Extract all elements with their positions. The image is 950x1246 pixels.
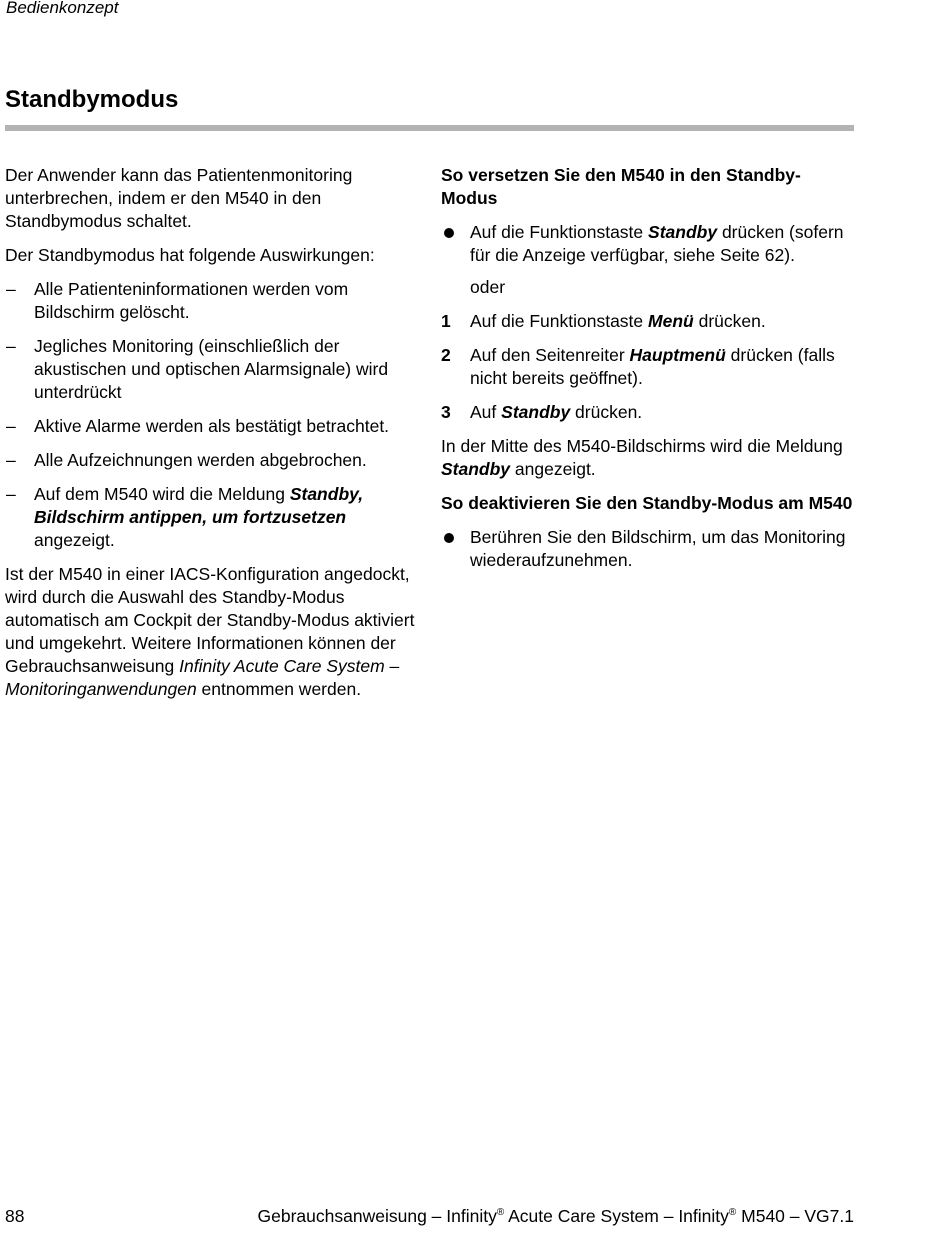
procedure-heading-standby: So versetzen Sie den M540 in den Standby-Modus bbox=[441, 165, 801, 208]
effect-text: Jegliches Monitoring (einschließlich der akustischen und optischen Alarmsignale) wird unterdrückt bbox=[34, 336, 389, 402]
effect-item bbox=[5, 415, 415, 438]
page-title: Standbymodus bbox=[5, 86, 179, 113]
iacs-text-pre: Ist der M540 in einer IACS-Konfiguration angedockt, wird durch die Auswahl des Standby-Modus automatisch am Cockpit der Standby-Modus aktiviert und umgekehrt. Weitere Informationen können der Gebrauchsanweisung bbox=[5, 564, 415, 676]
page-number: 88 bbox=[5, 1206, 25, 1226]
step-key-label: Menü bbox=[648, 311, 694, 331]
step-text-pre: Auf den Seitenreiter bbox=[470, 345, 630, 365]
bullet-text-pre: Auf die Funktionstaste bbox=[470, 222, 649, 242]
dash-marker: – bbox=[6, 336, 16, 356]
step-item bbox=[441, 344, 856, 390]
footer-text-2: Acute Care System – Infinity bbox=[504, 1206, 729, 1226]
title-divider bbox=[5, 125, 854, 131]
registered-mark: ® bbox=[728, 1207, 737, 1218]
effect-text-post: angezeigt. bbox=[34, 530, 115, 550]
effect-item bbox=[5, 449, 415, 472]
step-text-pre: Auf bbox=[470, 402, 502, 422]
step-text-post: drücken. bbox=[693, 311, 766, 331]
step-item bbox=[441, 401, 856, 424]
result-message: Standby bbox=[441, 459, 511, 479]
left-column bbox=[5, 164, 415, 712]
step-key-label: Standby bbox=[501, 402, 571, 422]
dash-marker: – bbox=[6, 450, 16, 470]
dash-marker: – bbox=[6, 279, 16, 299]
footer-text-3: M540 – VG7.1 bbox=[736, 1206, 854, 1226]
effect-item bbox=[5, 483, 415, 552]
effect-text: Aktive Alarme werden als bestätigt betrachtet. bbox=[34, 416, 390, 436]
result-text-post: angezeigt. bbox=[510, 459, 596, 479]
procedure-heading-deactivate: So deaktivieren Sie den Standby-Modus am M540 bbox=[441, 493, 853, 513]
step-number: 2 bbox=[441, 345, 451, 365]
running-header: Bedienkonzept bbox=[6, 0, 119, 17]
bullet-icon bbox=[444, 228, 454, 238]
dash-marker: – bbox=[6, 484, 16, 504]
intro-paragraph: Der Anwender kann das Patientenmonitoring unterbrechen, indem er den M540 in den Standbymodus schaltet. bbox=[5, 165, 353, 231]
step-text-post: drücken (falls nicht bereits geöffnet). bbox=[470, 345, 835, 388]
effect-text: Alle Aufzeichnungen werden abgebrochen. bbox=[34, 450, 367, 470]
right-column bbox=[441, 164, 856, 583]
step-number: 3 bbox=[441, 402, 451, 422]
bullet-text-post: drücken (sofern für die Anzeige verfügbar, siehe Seite 62). bbox=[470, 222, 844, 265]
result-paragraph bbox=[441, 435, 856, 481]
result-text-pre: In der Mitte des M540-Bildschirms wird die Meldung bbox=[441, 436, 843, 456]
step-key-label: Hauptmenü bbox=[629, 345, 726, 365]
dash-marker: – bbox=[6, 416, 16, 436]
registered-mark: ® bbox=[496, 1207, 505, 1218]
iacs-text-post: entnommen werden. bbox=[196, 679, 362, 699]
effect-text: Alle Patienteninformationen werden vom Bildschirm gelöscht. bbox=[34, 279, 349, 322]
effects-lead: Der Standbymodus hat folgende Auswirkungen: bbox=[5, 245, 375, 265]
footer-text-1: Gebrauchsanweisung – Infinity bbox=[257, 1206, 497, 1226]
step-number: 1 bbox=[441, 311, 451, 331]
step-item bbox=[441, 310, 856, 333]
effect-text bbox=[34, 484, 363, 550]
bullet-icon bbox=[444, 533, 454, 543]
standby-message: Standby, Bildschirm antippen, um fortzusetzen bbox=[34, 484, 364, 527]
step-text-pre: Auf die Funktionstaste bbox=[470, 311, 649, 331]
bullet-item bbox=[441, 221, 856, 267]
bullet-text: Berühren Sie den Bildschirm, um das Monitoring wiederaufzunehmen. bbox=[470, 527, 846, 570]
iacs-paragraph bbox=[5, 563, 415, 701]
effect-text-pre: Auf dem M540 wird die Meldung bbox=[34, 484, 290, 504]
standby-key-label: Standby bbox=[648, 222, 718, 242]
step-text-post: drücken. bbox=[570, 402, 643, 422]
bullet-item bbox=[441, 526, 856, 572]
or-text: oder bbox=[470, 277, 506, 297]
effect-item bbox=[5, 278, 415, 324]
doc-reference: Infinity Acute Care System – Monitoringanwendungen bbox=[5, 656, 400, 699]
footer-document-title bbox=[258, 1206, 854, 1227]
effect-item bbox=[5, 335, 415, 404]
